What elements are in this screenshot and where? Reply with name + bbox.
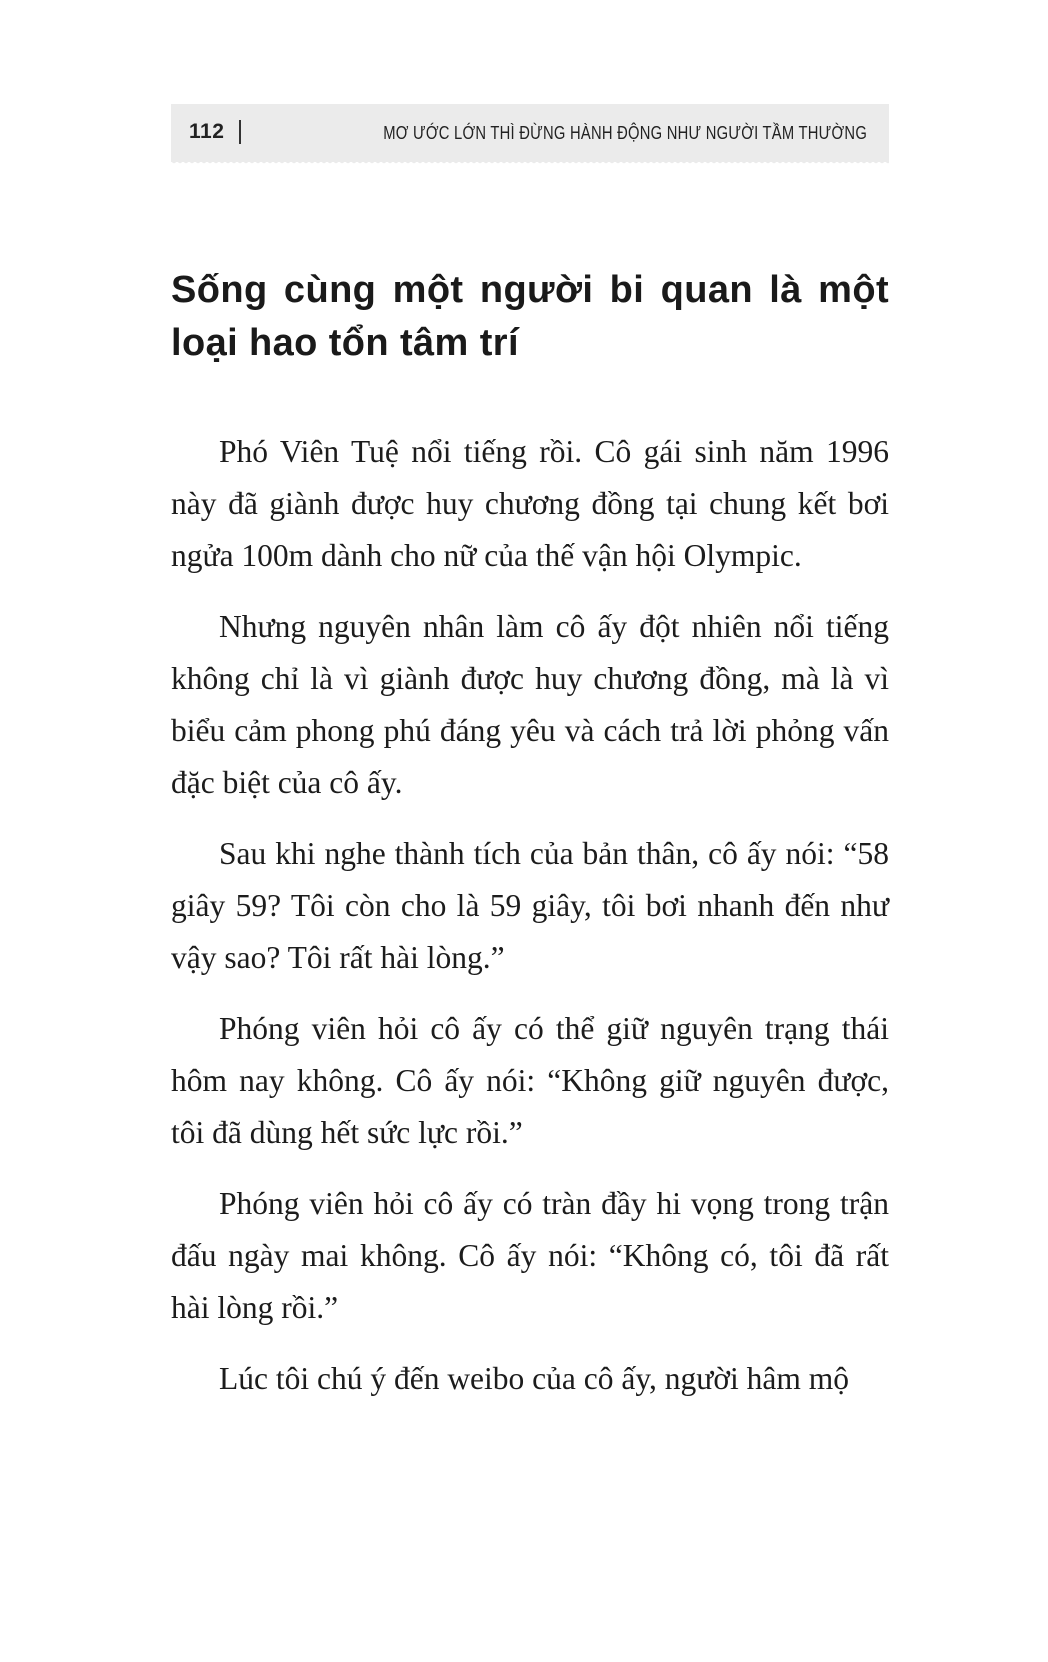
header-divider [239,120,241,144]
paragraph: Sau khi nghe thành tích của bản thân, cô ấy nói: “58 giây 59? Tôi còn cho là 59 giây, tôi bơi nhanh đến như vậy sao? Tôi rất hài lòng.” [171,836,889,975]
paragraph: Phóng viên hỏi cô ấy có tràn đầy hi vọng trong trận đấu ngày mai không. Cô ấy nói: “Không có, tôi đã rất hài lòng rồi.” [171,1186,889,1325]
chapter-title: Sống cùng một người bi quan là một loại hao tổn tâm trí [171,269,889,364]
body-text [171,426,889,1424]
paragraph: Phóng viên hỏi cô ấy có thể giữ nguyên trạng thái hôm nay không. Cô ấy nói: “Không giữ nguyên được, tôi đã dùng hết sức lực rồi.” [171,1011,889,1150]
page-header [171,104,889,162]
running-title: MƠ ƯỚC LỚN THÌ ĐỪNG HÀNH ĐỘNG NHƯ NGƯỜI TẦM THƯỜNG [383,123,867,143]
paragraph: Lúc tôi chú ý đến weibo của cô ấy, người hâm mộ [219,1361,850,1396]
paragraph: Phó Viên Tuệ nổi tiếng rồi. Cô gái sinh năm 1996 này đã giành được huy chương đồng tại chung kết bơi ngửa 100m dành cho nữ của thế vận hội Olympic. [171,434,889,573]
page-number: 112 [189,120,225,143]
paragraph: Nhưng nguyên nhân làm cô ấy đột nhiên nổi tiếng không chỉ là vì giành được huy chương đồng, mà là vì biểu cảm phong phú đáng yêu và cách trả lời phỏng vấn đặc biệt của cô ấy. [171,609,889,800]
